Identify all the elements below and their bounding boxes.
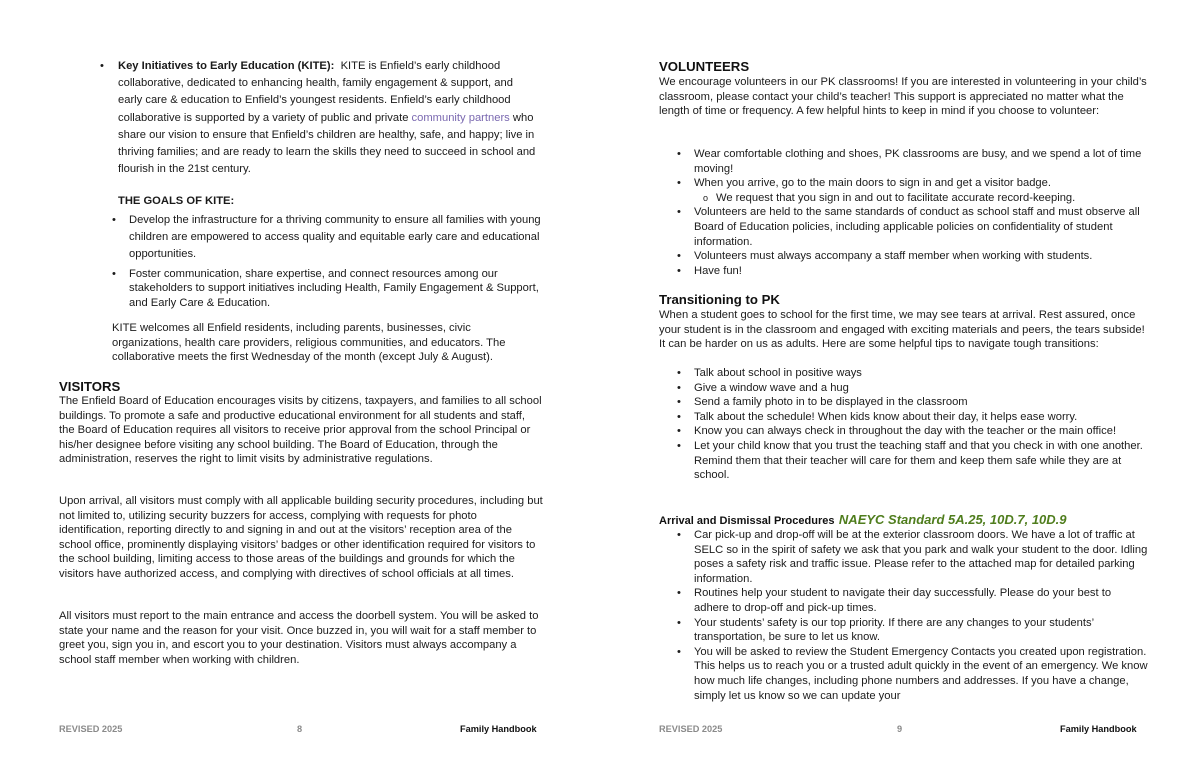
volunteer-tip: Have fun! <box>694 264 742 277</box>
bullet-icon: • <box>677 177 681 190</box>
bullet-icon: • <box>112 214 116 226</box>
circle-bullet-icon: o <box>703 192 709 203</box>
footer-revised: REVISED 2025 <box>659 724 723 734</box>
visitors-paragraph-3: All visitors must report to the main entrance and access the doorbell system. You will be asked to state your name and the reason for your visit. Once buzzed in, you will wait for a staff member to greet you, sign you in, and escort you to your destination. Visitors must always accompany a school staff member when working with children. <box>59 610 539 666</box>
bullet-icon: • <box>677 396 681 409</box>
naeyc-standard: NAEYC Standard 5A.25, 10D.7, 10D.9 <box>838 512 1067 527</box>
arrival-heading <box>659 511 1159 529</box>
kite-welcome: KITE welcomes all Enfield residents, including parents, businesses, civic organizations, health care providers, religious communities, and educators. The collaborative meets the first Wednesday of the month (except July & August). <box>112 322 506 364</box>
visitors-paragraph-2: Upon arrival, all visitors must comply with all applicable building security procedures, including but not limited to, utilizing security buzzers for access, complying with requests for photo identification, reporting directly to and signing in and out at the visitors’ reception area of the school office, prominently displaying visitors’ badges or other identification required for visitors to the school building, limiting access to those areas of the buildings and grounds for which the visitors have authorized access, and complying with directives of school officials at all times. <box>59 495 543 580</box>
volunteer-tip: Volunteers are held to the same standards of conduct as school staff and must observe all Board of Education policies, including applicable policies on confidentiality of student information. <box>694 206 1140 248</box>
transitioning-intro: When a student goes to school for the first time, we may see tears at arrival. Rest assured, once your student is in the classroom and engaged with exciting materials and peers, the tears subside! It can be harder on us as adults. Here are some helpful tips to navigate tough transitions: <box>659 309 1145 351</box>
volunteer-tip: When you arrive, go to the main doors to sign in and get a visitor badge. <box>694 177 1051 190</box>
list-item <box>677 176 1149 191</box>
arrival-item: Car pick-up and drop-off will be at the exterior classroom doors. We have a lot of traffic at SELC so in the spirit of safety we ask that you park and walk your student to the door. Idling poses a safety risk and traffic issue. Please refer to the attached map for detailed parking information. <box>694 529 1148 585</box>
kite-text: KITE is Enfield’s early childhood collaborative, dedicated to enhancing health, family engagement & support, and early care & education to Enfield’s youngest residents. Enfield’s early childhood collaborative is supported by a variety of public and private <box>118 60 513 124</box>
list-item <box>677 410 1149 425</box>
volunteers-title: VOLUNTEERS <box>659 59 750 74</box>
list-item <box>677 381 1149 396</box>
list-item <box>677 264 1149 279</box>
bullet-icon: • <box>677 206 681 219</box>
bullet-icon: • <box>677 367 681 379</box>
transition-tip: Send a family photo in to be displayed in the classroom <box>694 396 968 409</box>
arrival-label: Arrival and Dismissal Procedures <box>659 515 835 527</box>
bullet-icon: • <box>677 645 681 658</box>
volunteer-subtip: We request that you sign in and out to facilitate accurate record-keeping. <box>716 191 1076 204</box>
list-item <box>677 249 1149 264</box>
visitors-paragraph-1: The Enfield Board of Education encourages visits by citizens, taxpayers, and families to all school buildings. To promote a safe and productive educational environment for all students and staff, the Board of Education requires all visitors to receive prior approval from the school Principal or his/her designee before visiting any school building. The Board of Education, through the administration, reserves the right to limit visits by administrative regulations. <box>59 395 542 466</box>
transition-tip: Let your child know that you trust the teaching staff and that you check in with one another. Remind them that their teacher will care for them and keep them safe while they are at school. <box>694 439 1143 482</box>
transitioning-title: Transitioning to PK <box>659 292 780 307</box>
kite-bold-lead: Key Initiatives to Early Education (KITE): <box>118 60 335 72</box>
bullet-icon: • <box>100 60 104 72</box>
bullet-icon: • <box>112 267 116 280</box>
goal-item <box>112 212 542 264</box>
volunteers-intro: We encourage volunteers in our PK classrooms! If you are interested in volunteering in your child’s classroom, please contact your child’s teacher! This support is appreciated no matter what the length of time or frequency. A few helpful hints to keep in mind if you choose to volunteer: <box>659 76 1147 118</box>
community-partners-link[interactable]: community partners <box>411 111 510 124</box>
transition-tip: Give a window wave and a hug <box>694 381 849 394</box>
bullet-icon: • <box>677 425 681 438</box>
arrival-item: You will be asked to review the Student Emergency Contacts you created upon registration. This helps us to reach you or a trusted adult quickly in the event of an emergency. We know how much life changes, including phone numbers and addresses. If you have a change, simply let us know so we can update your <box>694 645 1148 702</box>
list-item <box>677 366 1149 381</box>
list-item <box>677 439 1149 483</box>
list-item <box>677 147 1149 176</box>
bullet-icon: • <box>677 250 681 263</box>
list-item <box>677 586 1149 615</box>
bullet-icon: • <box>677 148 681 160</box>
list-item <box>677 645 1149 703</box>
goals-title: THE GOALS OF KITE: <box>118 195 235 207</box>
kite-text-continued: who share our vision to ensure that Enfield’s children are healthy, safe, and happy; live in thriving families; and are ready to learn the skills they need to succeed in school and flourish in the 21st century. <box>118 111 536 176</box>
goal-item <box>112 267 542 311</box>
list-item <box>677 424 1149 439</box>
transitioning-list <box>677 366 1149 483</box>
bullet-icon: • <box>677 439 681 452</box>
page-9 <box>600 0 1200 776</box>
transition-tip: Talk about school in positive ways <box>694 367 862 379</box>
kite-section <box>100 58 540 178</box>
transition-tip: Know you can always check in throughout the day with the teacher or the main office! <box>694 425 1117 438</box>
list-item <box>677 528 1149 586</box>
goal-text: Develop the infrastructure for a thriving community to ensure all families with young children are empowered to access quality and equitable early care and educational opportunities. <box>129 214 541 261</box>
bullet-icon: • <box>677 381 681 394</box>
list-item <box>677 205 1149 249</box>
list-item <box>677 395 1149 410</box>
footer-revised: REVISED 2025 <box>59 724 123 734</box>
footer-page-number: 8 <box>297 724 303 734</box>
bullet-icon: • <box>677 264 681 277</box>
arrival-item: Routines help your student to navigate their day successfully. Please do your best to adhere to drop-off and pick-up times. <box>694 587 1112 614</box>
arrival-list <box>677 528 1149 703</box>
footer-handbook-title: Family Handbook <box>1060 724 1137 734</box>
bullet-icon: • <box>677 410 681 423</box>
list-subitem <box>677 191 1149 206</box>
list-item <box>677 616 1149 645</box>
footer-handbook-title: Family Handbook <box>460 724 537 734</box>
bullet-icon: • <box>677 587 681 600</box>
visitors-title: VISITORS <box>59 379 121 394</box>
bullet-icon: • <box>677 529 681 541</box>
footer-page-number: 9 <box>897 724 903 734</box>
kite-bullet <box>100 58 540 178</box>
goals-list <box>112 212 542 313</box>
volunteer-tip: Wear comfortable clothing and shoes, PK classrooms are busy, and we spend a lot of time moving! <box>694 148 1142 175</box>
goal-text: Foster communication, share expertise, and connect resources among our stakeholders to support initiatives including Health, Family Engagement & Support, and Early Care & Education. <box>129 267 539 309</box>
volunteer-tip: Volunteers must always accompany a staff member when working with students. <box>694 250 1093 263</box>
transition-tip: Talk about the schedule! When kids know about their day, it helps ease worry. <box>694 410 1078 423</box>
arrival-item: Your students’ safety is our top priority. If there are any changes to your students’ transportation, be sure to let us know. <box>694 616 1094 644</box>
volunteers-list <box>677 147 1149 278</box>
bullet-icon: • <box>677 616 681 629</box>
